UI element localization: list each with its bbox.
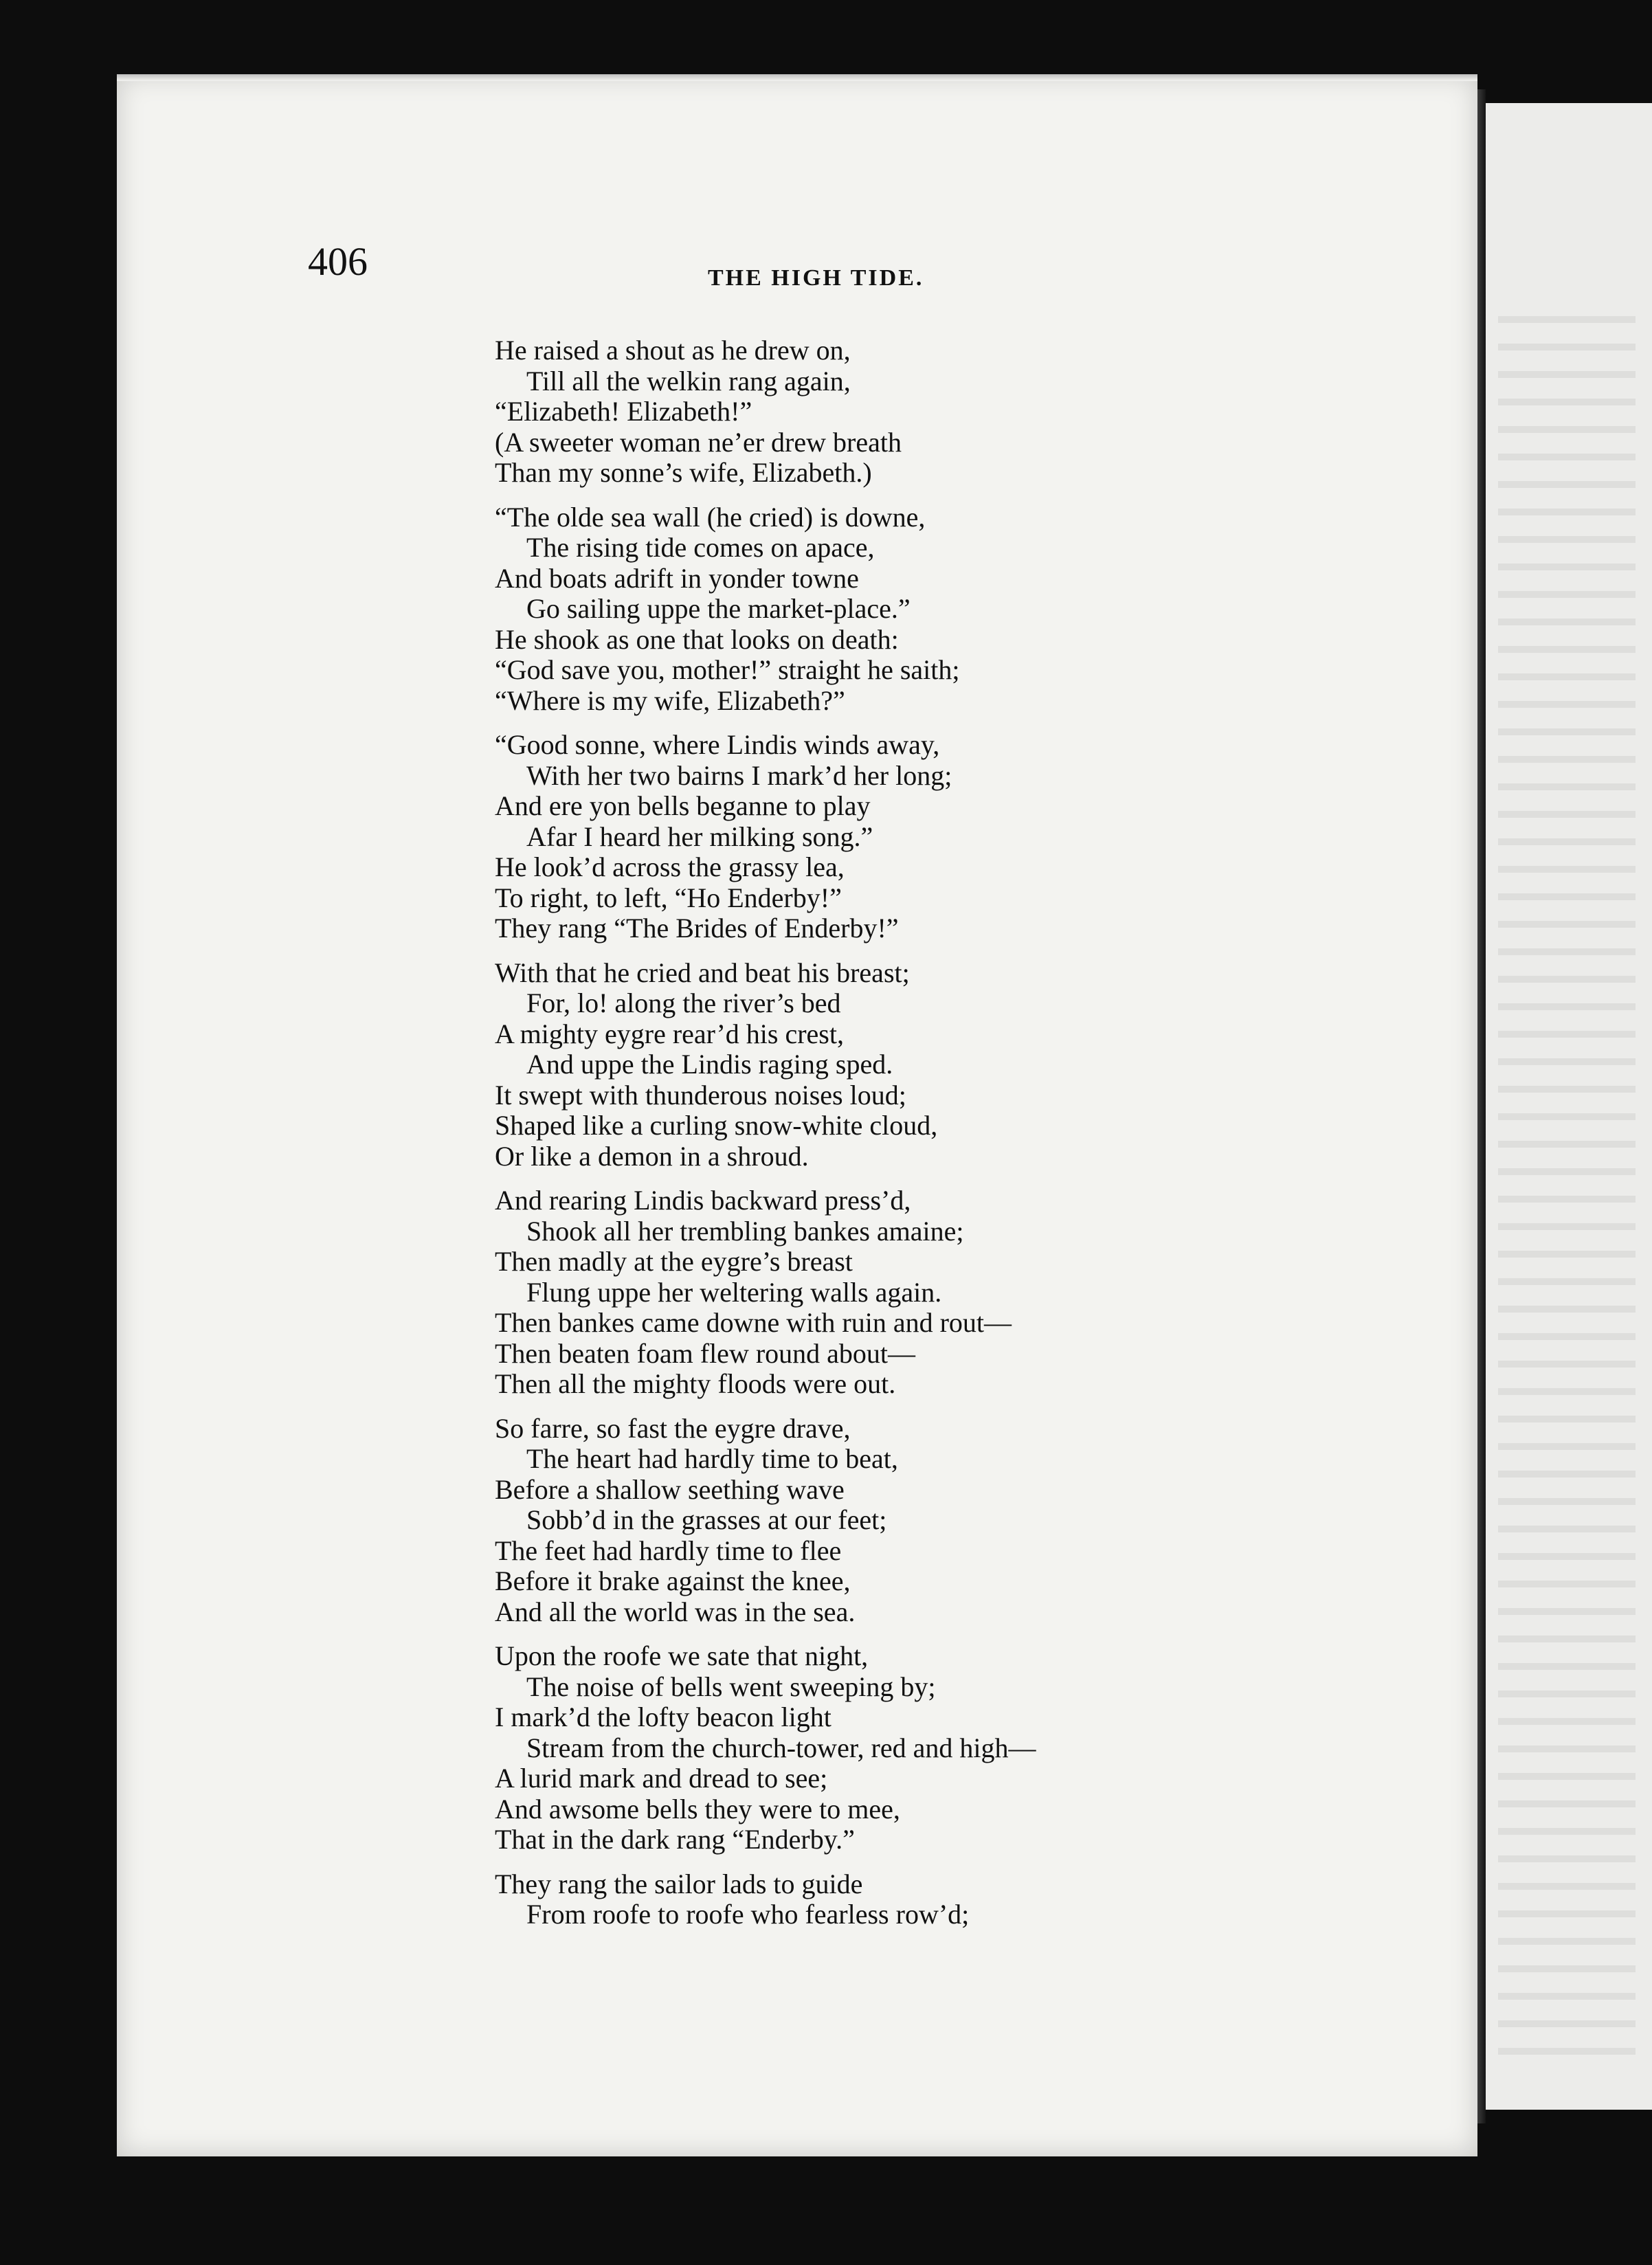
poem-line: Afar I heard her milking song.” [526,821,873,852]
stanza [495,335,1443,489]
poem-line: “Elizabeth! Elizabeth!” [495,396,752,427]
poem-line: And awsome bells they were to mee, [495,1793,900,1825]
poem-line: “The olde sea wall (he cried) is downe, [495,501,926,533]
poem-line: Shook all her trembling bankes amaine; [526,1215,964,1247]
poem-line: For, lo! along the river’s bed [526,988,841,1018]
poem-line: The heart had hardly time to beat, [526,1443,898,1474]
poem-line: Shaped like a curling snow-white cloud, [495,1110,938,1141]
poem-line: The rising tide comes on apace, [526,532,875,563]
poem-line: And boats adrift in yonder towne [495,562,859,594]
poem-line: They rang the sailor lads to guide [495,1868,863,1899]
stanza [495,1414,1443,1628]
poem-line: Before it brake against the knee, [495,1565,851,1596]
poem-line: Then madly at the eygre’s breast [495,1246,853,1277]
poem-line: Than my sonne’s wife, Elizabeth.) [495,457,872,488]
poem-line: (A sweeter woman ne’er drew breath [495,426,902,458]
poem-line: And all the world was in the sea. [495,1596,856,1627]
poem-line: To right, to left, “Ho Enderby!” [495,882,842,913]
poem-line: That in the dark rang “Enderby.” [495,1824,855,1855]
poem-line: Before a shallow seething wave [495,1473,845,1505]
poem-line: I mark’d the lofty beacon light [495,1701,831,1732]
poem-line: He shook as one that looks on death: [495,623,899,655]
poem-line: “Good sonne, where Lindis winds away, [495,729,940,760]
poem-line: Go sailing uppe the market-place.” [526,593,911,624]
poem-line: And uppe the Lindis raging sped. [526,1049,893,1080]
stanza [495,1869,1443,1930]
poem-line: “Where is my wife, Elizabeth?” [495,684,845,716]
stanza [495,502,1443,717]
poem-line: Or like a demon in a shroud. [495,1140,809,1172]
poem-line: Sobb’d in the grasses at our feet; [526,1504,887,1535]
poem-line: Stream from the church-tower, red and high— [526,1732,1036,1763]
poem-line: With that he cried and beat his breast; [495,957,910,988]
stanza [495,958,1443,1172]
poem-line: “God save you, mother!” straight he saith; [495,654,960,685]
poem-line: He look’d across the grassy lea, [495,851,845,882]
poem-line: The feet had hardly time to flee [495,1535,842,1566]
poem-line: Then bankes came downe with ruin and rout— [495,1307,1012,1338]
running-head: THE HIGH TIDE. [708,265,924,291]
stanza [495,1641,1443,1855]
poem-line: He raised a shout as he drew on, [495,335,851,366]
page-number: 406 [308,239,368,284]
poem-line: From roofe to roofe who fearless row’d; [526,1899,970,1930]
poem-line: And ere yon bells beganne to play [495,790,871,821]
stanza [495,730,1443,944]
poem-line: With her two bairns I mark’d her long; [526,759,952,791]
poem-line: And rearing Lindis backward press’d, [495,1185,911,1216]
poem-line: So farre, so fast the eygre drave, [495,1412,851,1444]
poem-body [495,335,1443,1944]
poem-line: A mighty eygre rear’d his crest, [495,1018,844,1049]
poem-line: It swept with thunderous noises loud; [495,1079,906,1111]
poem-line: Upon the roofe we sate that night, [495,1640,869,1671]
show-through-text [1498,295,1636,2055]
poem-line: They rang “The Brides of Enderby!” [495,913,899,944]
poem-line: A lurid mark and dread to see; [495,1763,828,1794]
poem-line: Then beaten foam flew round about— [495,1337,916,1369]
poem-line: The noise of bells went sweeping by; [526,1671,936,1702]
poem-line: Flung uppe her weltering walls again. [526,1276,942,1308]
poem-line: Till all the welkin rang again, [526,365,851,397]
stanza [495,1185,1443,1400]
poem-line: Then all the mighty floods were out. [495,1368,896,1399]
